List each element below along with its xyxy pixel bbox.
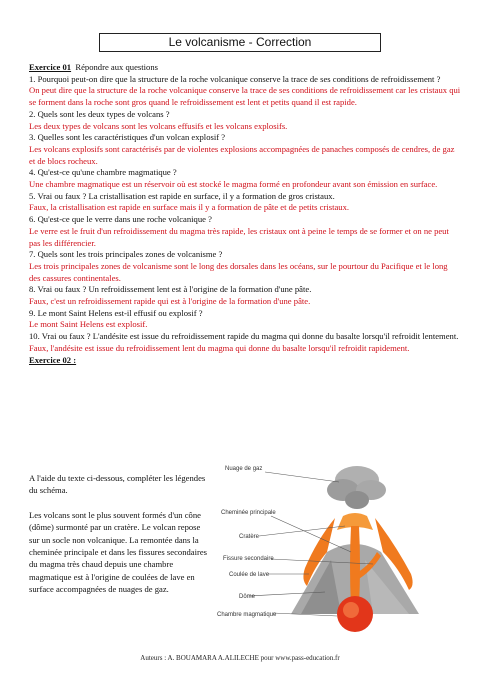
answer-8: Faux, c'est un refroidissement rapide qui est à l'origine de la formation d'une pâte.	[29, 296, 311, 307]
question-4: 4. Qu'est-ce qu'une chambre magmatique ?	[29, 167, 177, 178]
question-9: 9. Le mont Saint Helens est-il effusif ou explosif ?	[29, 307, 203, 318]
label-crater: Cratère	[239, 534, 260, 540]
page-title: Le volcanisme - Correction	[99, 33, 381, 52]
answer-1: On peut dire que la structure de la roche volcanique conserve la trace de ses conditions de refroidissement car les cristaux qui se forment dans la roche sont gros quand le refroidissement est lent et petits quand il est rapide.	[29, 85, 461, 108]
exercise-2-text: Les volcans sont le plus souvent formés d'un cône (dôme) surmonté par un cratère. Le volcan repose sur un socle non volcanique. La remontée dans la cheminée principale et dans les fissures secondaires du magma très chaud depuis une chambre magmatique est à l'origine de coulées de lave en surface accompagnées de nuages de gaz.	[29, 509, 208, 595]
main-chimney	[350, 526, 360, 606]
question-10: 10. Vrai ou faux ? L'andésite est issue du refroidissement rapide du magma qui donne du basalte lorsqu'il refroidit lentement.	[29, 331, 459, 342]
answer-7: Les trois principales zones de volcanisme sont le long des dorsales dans les océans, sur le pourtour du Pacifique et le long des cassures continentales.	[29, 260, 448, 283]
label-main-chimney: Cheminée principale	[221, 510, 276, 516]
answer-3: Les volcans explosifs sont caractérisés par de violentes explosions accompagnées de panaches composés de cendres, de gaz et de blocs rocheux.	[29, 143, 455, 166]
exercise-2-instruction: A l'aide du texte ci-dessous, compléter les légendes du schéma.	[29, 473, 206, 496]
exercise-1	[29, 62, 461, 366]
answer-9: Le mont Saint Helens est explosif.	[29, 319, 148, 330]
question-1: 1. Pourquoi peut-on dire que la structure de la roche volcanique conserve la trace de ses conditions de refroidissement ?	[29, 73, 441, 84]
label-lava-flow: Coulée de lave	[229, 572, 270, 578]
label-gas-cloud: Nuage de gaz	[225, 466, 263, 472]
exercise-2-title: Exercice 02 :	[29, 354, 77, 365]
question-8: 8. Vrai ou faux ? Un refroidissement lent est à l'origine de la formation d'une pâte.	[29, 284, 312, 295]
question-2: 2. Quels sont les deux types de volcans ?	[29, 108, 170, 119]
label-magma-chamber: Chambre magmatique	[217, 612, 277, 618]
question-6: 6. Qu'est-ce que le verre dans une roche volcanique ?	[29, 214, 212, 225]
label-secondary-fissure: Fissure secondaire	[223, 556, 274, 562]
answer-2: Les deux types de volcans sont les volcans effusifs et les volcans explosifs.	[29, 120, 288, 131]
exercise-2	[29, 472, 207, 608]
gas-cloud	[327, 466, 386, 509]
answer-4: Une chambre magmatique est un réservoir où est stocké le magma formé en profondeur avant son émission en surface.	[29, 179, 438, 190]
volcano-diagram	[205, 456, 467, 634]
footer-credits: Auteurs : A. BOUAMARA A.ALILECHE pour www.pass-education.fr	[140, 654, 340, 662]
answer-6: Le verre est le fruit d'un refroidissement du magma très rapide, les cristaux ont à peine le temps de se former et on ne peut pas les différencier.	[29, 225, 449, 248]
answer-5: Faux, la cristallisation est rapide en surface mais il y a formation de pâte et de petits cristaux.	[29, 202, 350, 213]
exercise-1-heading	[29, 62, 461, 74]
question-7: 7. Quels sont les trois principales zones de volcanisme ?	[29, 249, 223, 260]
question-list	[29, 74, 461, 355]
question-5: 5. Vrai ou faux ? La cristallisation est rapide en surface, il y a formation de gros cristaux.	[29, 190, 335, 201]
exercise-1-title: Exercice 01	[29, 62, 72, 72]
answer-10: Faux, l'andésite est issue du refroidissement lent du magma qui donne du basalte lorsqu'il refroidit rapidement.	[29, 342, 410, 353]
label-dome: Dôme	[239, 594, 256, 600]
question-3: 3. Quelles sont les caractéristiques d'un volcan explosif ?	[29, 132, 226, 143]
exercise-1-instruction: Répondre aux questions	[75, 62, 158, 72]
